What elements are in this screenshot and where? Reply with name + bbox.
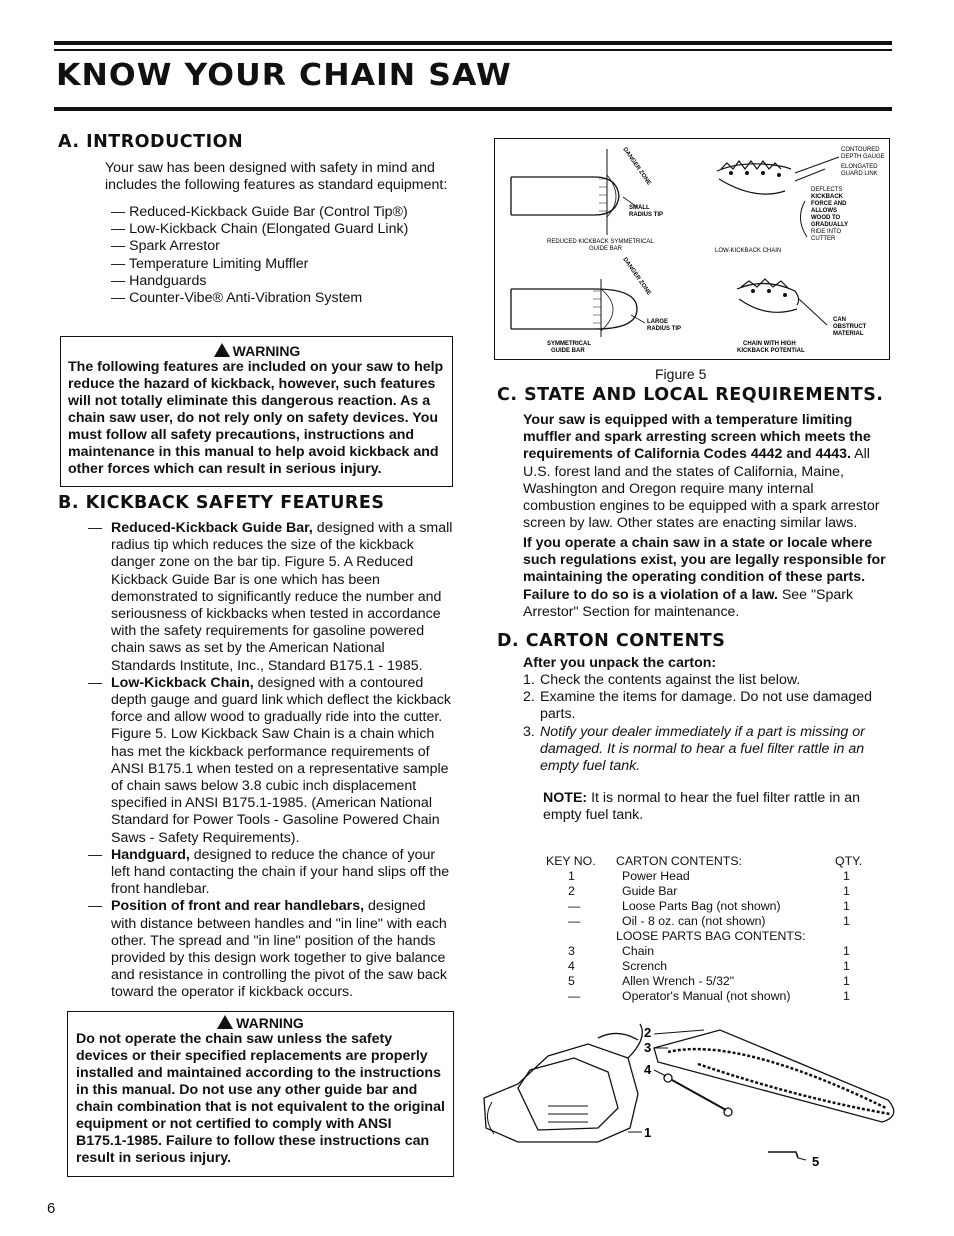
feature-item: — Handguards bbox=[111, 272, 207, 289]
svg-text:FORCE AND: FORCE AND bbox=[811, 201, 847, 207]
danger-zone-label-2: DANGER ZONE bbox=[621, 256, 652, 297]
table-row: 3 Chain 1 bbox=[568, 943, 850, 958]
loose-heading: LOOSE PARTS BAG CONTENTS: bbox=[616, 928, 806, 943]
svg-text:GUARD LINK: GUARD LINK bbox=[841, 171, 878, 177]
table-row: 1 Power Head 1 bbox=[568, 868, 850, 883]
state-paragraph-1: Your saw is equipped with a temperature limiting muffler and spark arresting screen which meets the requirements of California Codes 4442 and 4443. All U.S. forest land and the states of California, Maine, Washington and Oregon require many internal combustion engines to be equipped with a spark arrestor screen by law. Other states are enacting similar laws. bbox=[523, 412, 880, 532]
table-header: KEY NO. CARTON CONTENTS: QTY. bbox=[546, 853, 863, 868]
reduced-bar-label: REDUCED KICKBACK SYMMETRICAL bbox=[547, 239, 654, 245]
svg-text:CUTTER: CUTTER bbox=[811, 236, 836, 242]
callout-1: 1 bbox=[644, 1125, 652, 1140]
contoured-label: CONTOURED bbox=[841, 147, 880, 153]
callout-4: 4 bbox=[644, 1062, 652, 1077]
svg-text:WOOD TO: WOOD TO bbox=[811, 215, 841, 221]
svg-text:ALLOWS: ALLOWS bbox=[811, 208, 837, 214]
carton-steps bbox=[523, 672, 889, 775]
svg-text:OBSTRUCT: OBSTRUCT bbox=[833, 324, 867, 330]
page-title: KNOW YOUR CHAIN SAW bbox=[56, 58, 512, 93]
kickback-item: — Handguard, designed to reduce the chance of your left hand contacting the chain if your hand slips off the front handlebar. bbox=[88, 846, 450, 898]
table-row: 2 Guide Bar 1 bbox=[568, 883, 850, 898]
state-heading: C. STATE AND LOCAL REQUIREMENTS. bbox=[497, 385, 884, 405]
svg-text:GUIDE BAR: GUIDE BAR bbox=[551, 348, 585, 354]
kickback-item: — Low-Kickback Chain, designed with a contoured depth gauge and guard link which deflect the kickback force and allow wood to gradually ride into the cutter. Figure 5. Low Kickback Saw Chain is a chain which has met the kickback performance requirements of ANSI B175.1 when tested on a representative sample of chain saws below 3.8 cubic inch displacement specified in ANSI B175.1-1985. (American National Standard for Power Tools - Gasoline Powered Chain Saws - Safety Requirements). bbox=[88, 674, 451, 846]
callout-5: 5 bbox=[812, 1154, 820, 1169]
warning-text: The following features are included on your saw to help reduce the hazard of kickback, however, such features will not totally eliminate this dangerous reaction. As a chain saw user, do not rely only on safety devices. You must follow all safety precautions, instructions and maintenance in this manual to help avoid kickback and other forces which can result in serious injury. bbox=[68, 359, 444, 477]
step-item: 2. Examine the items for damage. Do not use damaged parts. bbox=[523, 689, 873, 723]
danger-zone-label: DANGER ZONE bbox=[621, 146, 652, 187]
elongated-label: ELONGATED bbox=[841, 164, 878, 170]
warning-box-2 bbox=[67, 1011, 454, 1177]
warning-icon bbox=[217, 1015, 233, 1029]
low-chain-label: LOW-KICKBACK CHAIN bbox=[715, 248, 782, 254]
feature-list bbox=[111, 204, 408, 307]
deflects-label: DEFLECTS bbox=[811, 187, 843, 193]
warning-text: Do not operate the chain saw unless the safety devices or their specified replacements are properly installed and maintained according to the instructions in this manual. Do not use any other guide bar and chain combination that is not equivalent to the original equipment or not certified to comply with ANSI B175.1-1985. Failure to follow these instructions can result in serious injury. bbox=[76, 1031, 445, 1166]
svg-text:RADIUS TIP: RADIUS TIP bbox=[647, 326, 682, 332]
kickback-item: — Position of front and rear handlebars, designed with distance between handles and "in line" with each other. The spread and "in line" position of the hands provided by this design work together to give balance and resistance in controlling the pivot of the saw back toward the operator if kickback occurs. bbox=[88, 898, 447, 1001]
table-row: — Oil - 8 oz. can (not shown) 1 bbox=[568, 913, 850, 928]
carton-illustration bbox=[478, 1018, 908, 1178]
kickback-list bbox=[88, 520, 453, 1002]
state-paragraph-2: If you operate a chain saw in a state or locale where such regulations exist, you are legally responsible for maintaining the operating condition of these parts. Failure to do so is a violation of a law. See "Spark Arrestor" Section for maintenance. bbox=[523, 535, 886, 620]
intro-heading: A. INTRODUCTION bbox=[58, 132, 244, 152]
step-item: 1. Check the contents against the list below. bbox=[523, 672, 801, 688]
intro-text: Your saw has been designed with safety in mind and includes the following features as standard equipment: bbox=[105, 160, 448, 194]
svg-text:KICKBACK: KICKBACK bbox=[811, 194, 843, 200]
feature-item: — Reduced-Kickback Guide Bar (Control Tip®) bbox=[111, 204, 408, 220]
high-chain-label: CHAIN WITH HIGH bbox=[743, 341, 796, 347]
large-tip-label: LARGE bbox=[647, 319, 668, 325]
svg-text:RADIUS TIP: RADIUS TIP bbox=[629, 212, 664, 218]
contents-table bbox=[546, 853, 862, 1003]
figure-caption: Figure 5 bbox=[655, 366, 707, 382]
svg-text:DEPTH GAUGE: DEPTH GAUGE bbox=[841, 154, 885, 160]
svg-text:MATERIAL: MATERIAL bbox=[833, 331, 864, 337]
warning-heading: WARNING bbox=[76, 1015, 445, 1031]
warning-heading: WARNING bbox=[68, 343, 446, 359]
svg-text:GRADUALLY: GRADUALLY bbox=[811, 222, 849, 228]
svg-text:GUIDE BAR: GUIDE BAR bbox=[589, 246, 623, 252]
sym-bar-label: SYMMETRICAL bbox=[547, 341, 591, 347]
feature-item: — Counter-Vibe® Anti-Vibration System bbox=[111, 290, 363, 307]
figure-5-drawing bbox=[495, 139, 889, 359]
table-row: — Operator's Manual (not shown) 1 bbox=[568, 988, 850, 1003]
carton-heading: D. CARTON CONTENTS bbox=[497, 631, 726, 651]
feature-item: — Low-Kickback Chain (Elongated Guard Link) bbox=[111, 221, 409, 238]
carton-note: NOTE: It is normal to hear the fuel filter rattle in an empty fuel tank. bbox=[543, 790, 860, 824]
table-row: 4 Scrench 1 bbox=[568, 958, 850, 973]
warning-icon bbox=[214, 343, 230, 357]
after-unpack: After you unpack the carton: bbox=[523, 655, 717, 671]
table-row: 5 Allen Wrench - 5/32" 1 bbox=[568, 973, 850, 988]
kickback-heading: B. KICKBACK SAFETY FEATURES bbox=[58, 493, 385, 513]
table-row: — Loose Parts Bag (not shown) 1 bbox=[568, 898, 850, 913]
kickback-item: — Reduced-Kickback Guide Bar, designed with a small radius tip which reduces the size of the kickback danger zone on the bar tip. Figure 5. A Reduced Kickback Guide Bar is one which has been demonstrated to significantly reduce the number and seriousness of kickbacks when tested in accordance with the safety requirements for gasoline powered chain saws as set by the American National Standards Institute, Inc., Standard B175.1 - 1985. bbox=[88, 520, 453, 674]
title-rule bbox=[54, 107, 892, 111]
figure-5 bbox=[494, 138, 890, 360]
warning-box bbox=[60, 336, 453, 487]
page-number: 6 bbox=[47, 1200, 56, 1217]
top-rule-thin bbox=[54, 49, 892, 51]
top-rule bbox=[54, 41, 892, 45]
chainsaw-parts-drawing bbox=[478, 1018, 908, 1178]
svg-text:KICKBACK POTENTIAL: KICKBACK POTENTIAL bbox=[737, 348, 805, 354]
small-tip-label: SMALL bbox=[629, 205, 650, 211]
step-item: 3. Notify your dealer immediately if a part is missing or damaged. It is normal to hear a fuel filter rattle in an empty fuel tank. bbox=[523, 723, 865, 775]
svg-text:RIDE INTO: RIDE INTO bbox=[811, 229, 842, 235]
obstruct-label: CAN bbox=[833, 317, 846, 323]
feature-item: — Temperature Limiting Muffler bbox=[111, 255, 309, 272]
callout-2: 2 bbox=[644, 1025, 652, 1040]
feature-item: — Spark Arrestor bbox=[111, 238, 220, 255]
callout-3: 3 bbox=[644, 1040, 652, 1055]
